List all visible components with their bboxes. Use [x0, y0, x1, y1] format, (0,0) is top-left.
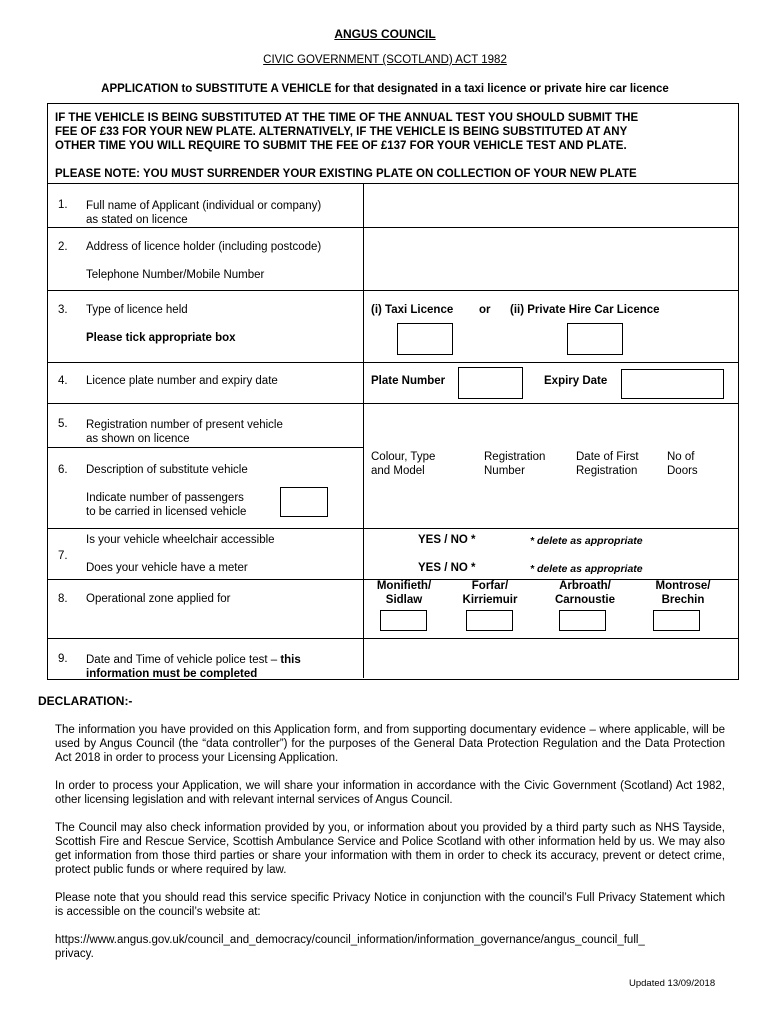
passengers-field[interactable]: [280, 487, 328, 517]
private-hire-checkbox[interactable]: [567, 323, 623, 355]
expiry-date-field[interactable]: [621, 369, 724, 399]
taxi-licence-label: (i) Taxi Licence: [371, 304, 454, 316]
q2-label: Address of licence holder (including postcode): [86, 241, 322, 253]
or-label: or: [479, 304, 491, 316]
present-registration-field[interactable]: [364, 404, 736, 446]
declaration-paragraph-3: The Council may also check information provided by you, or information about you provided by a third party such as NHS Tayside, Scottish Fire and Rescue Service, Scottish Ambulance Service and Police Scotland with other information held by us. We may also get information from those third parties or share your information with them in order to check its accuracy, prevent or detect crime, protect public funds or where required by law.: [55, 822, 725, 876]
act-title: CIVIC GOVERNMENT (SCOTLAND) ACT 1982: [263, 54, 507, 66]
zone-arbroath-label: Arbroath/ Carnoustie: [554, 580, 616, 606]
zone-monifieth-checkbox[interactable]: [380, 610, 427, 631]
zone-forfar-checkbox[interactable]: [466, 610, 513, 631]
q3-instruction: Please tick appropriate box: [86, 332, 236, 344]
q2-number: 2.: [58, 241, 68, 253]
declaration-paragraph-4: Please note that you should read this service specific Privacy Notice in conjunction with the council’s Full Privacy Statement which is accessible on the council’s website at:: [55, 892, 725, 918]
notice-text: IF THE VEHICLE IS BEING SUBSTITUTED AT THE TIME OF THE ANNUAL TEST YOU SHOULD SUBMIT THE FEE OF £33 FOR YOUR NEW PLATE. ALTERNATIVELY, IF THE VEHICLE IS BEING SUBSTITUTED AT ANY OTHER TIME YOU WILL REQUIRE TO SUBMIT THE FEE OF £137 FOR YOUR VEHICLE TEST AND PLATE.: [55, 112, 639, 152]
application-title: APPLICATION to SUBSTITUTE A VEHICLE for that designated in a taxi licence or private hire car licence: [101, 83, 669, 95]
q4-label: Licence plate number and expiry date: [86, 375, 278, 387]
q3-label: Type of licence held: [86, 304, 188, 316]
passengers-label: Indicate number of passengers to be carried in licensed vehicle: [86, 492, 247, 518]
police-test-field[interactable]: [364, 639, 736, 677]
please-note: PLEASE NOTE: YOU MUST SURRENDER YOUR EXISTING PLATE ON COLLECTION OF YOUR NEW PLATE: [55, 168, 637, 180]
q5-number: 5.: [58, 418, 68, 430]
q8-label: Operational zone applied for: [86, 593, 231, 605]
q4-number: 4.: [58, 375, 68, 387]
q1-label: Full name of Applicant (individual or company) as stated on licence: [86, 200, 322, 226]
zone-forfar-label: Forfar/ Kirriemuir: [462, 580, 518, 606]
expiry-date-label: Expiry Date: [544, 375, 608, 387]
q9-number: 9.: [58, 653, 68, 665]
zone-monifieth-label: Monifieth/ Sidlaw: [376, 580, 432, 606]
q9-label: Date and Time of vehicle police test – this information must be completed: [86, 654, 301, 680]
zone-montrose-label: Montrose/ Brechin: [655, 580, 711, 606]
date-first-registration-label[interactable]: Date of First Registration: [576, 451, 639, 477]
taxi-licence-checkbox[interactable]: [397, 323, 453, 355]
wheelchair-delete-note: * delete as appropriate: [530, 535, 643, 547]
meter-label: Does your vehicle have a meter: [86, 562, 248, 574]
privacy-url[interactable]: https://www.angus.gov.uk/council_and_democracy/council_information/information_governance/angus_council_full_ privacy.: [55, 934, 645, 960]
private-hire-label: (ii) Private Hire Car Licence: [510, 304, 660, 316]
applicant-name-field[interactable]: [364, 184, 736, 226]
updated-date: Updated 13/09/2018: [629, 978, 716, 989]
meter-yes-no[interactable]: YES / NO *: [418, 562, 476, 574]
q6-label: Description of substitute vehicle: [86, 464, 248, 476]
number-of-doors-label[interactable]: No of Doors: [667, 451, 698, 477]
zone-arbroath-checkbox[interactable]: [559, 610, 606, 631]
meter-delete-note: * delete as appropriate: [530, 563, 643, 575]
council-title: ANGUS COUNCIL: [334, 27, 436, 41]
wheelchair-label: Is your vehicle wheelchair accessible: [86, 534, 275, 546]
declaration-heading: DECLARATION:-: [38, 694, 133, 708]
declaration-paragraph-1: The information you have provided on this Application form, and from supporting documentary evidence – where applicable, will be used by Angus Council (the “data controller”) for the purposes of the General Data Protection Regulation and the Data Protection Act 2018 in order to process your Licensing Application.: [55, 724, 725, 764]
q6-number: 6.: [58, 464, 68, 476]
q3-number: 3.: [58, 304, 68, 316]
q8-number: 8.: [58, 593, 68, 605]
q5-label: Registration number of present vehicle as shown on licence: [86, 419, 283, 445]
declaration-paragraph-2: In order to process your Application, we will share your information in accordance with the Civic Government (Scotland) Act 1982, other licensing legislation and with relevant internal services of Angus Council.: [55, 780, 725, 806]
q1-number: 1.: [58, 199, 68, 211]
plate-number-label: Plate Number: [371, 375, 446, 387]
address-field[interactable]: [364, 228, 736, 289]
zone-montrose-checkbox[interactable]: [653, 610, 700, 631]
registration-number-label[interactable]: Registration Number: [484, 451, 546, 477]
plate-number-field[interactable]: [458, 367, 523, 399]
colour-type-model-label[interactable]: Colour, Type and Model: [371, 451, 436, 477]
q7-number: 7.: [58, 550, 68, 562]
wheelchair-yes-no[interactable]: YES / NO *: [418, 534, 476, 546]
q2-phone-label: Telephone Number/Mobile Number: [86, 269, 265, 281]
